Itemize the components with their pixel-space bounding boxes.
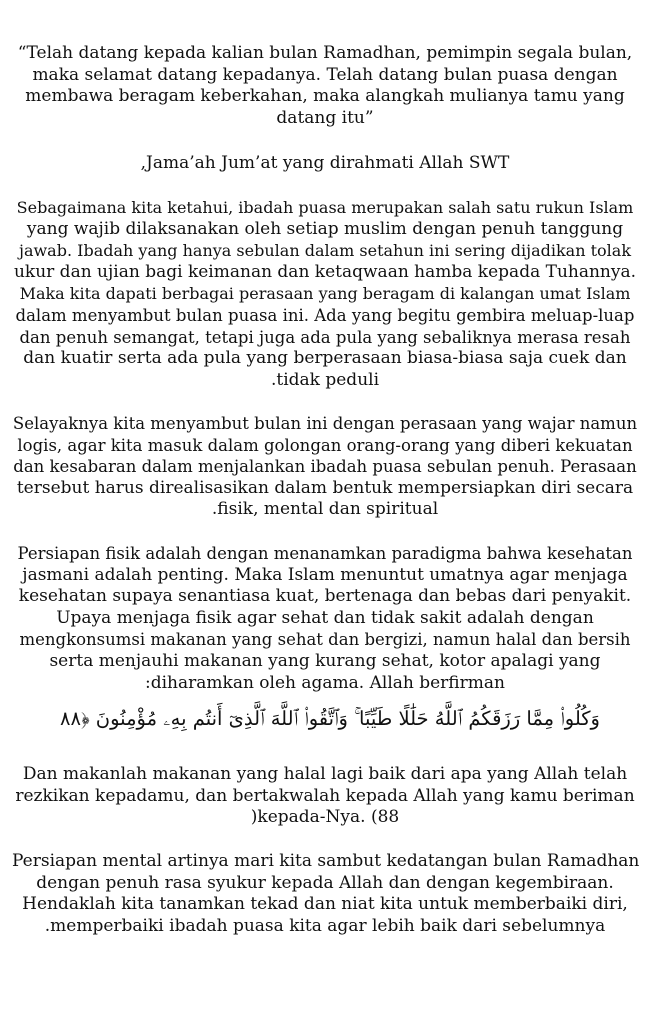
text-line: Selayaknya kita menyambut bulan ini dengan perasaan yang wajar namun	[12, 414, 638, 433]
text-line: tersebut harus direalisasikan dalam bentuk mempersiapkan diri secara	[16, 477, 634, 498]
text-line: membawa beragam keberkahan, maka alangkah mulianya tamu yang	[25, 86, 625, 107]
text-line: Persiapan mental artinya mari kita sambut kedatangan bulan Ramadhan	[12, 851, 640, 871]
text-line: Upaya menjaga fisik agar sehat dan tidak sakit adalah dengan	[56, 607, 594, 628]
text-line: Persiapan fisik adalah dengan menanamkan paradigma bahwa kesehatan	[17, 544, 633, 563]
greeting-paragraph	[12, 153, 638, 175]
text-line: rezkikan kepadamu, dan bertakwalah kepada Allah yang kamu beriman	[15, 785, 635, 806]
text-line: dan kuatir serta ada pula yang berperasaan biasa-biasa saja cuek dan	[23, 348, 627, 369]
quran-verse-arabic: وَكُلُوا۟ مِمَّا رَزَقَكُمُ ٱللَّهُ حَلَٰلًا طَيِّبًا ۚ وَٱتَّقُوا۟ ٱللَّهَ ٱلَّذِىٓ أَنتُم بِهِۦ مُؤْمِنُونَ ﴿٨٨	[60, 707, 600, 730]
text-line: dan kesabaran dalam menjalankan ibadah puasa sebulan penuh. Perasaan	[13, 457, 637, 477]
text-line: maka selamat datang kepadanya. Telah datang bulan puasa dengan	[32, 64, 618, 85]
text-line: “Telah datang kepada kalian bulan Ramadhan, pemimpin segala bulan,	[17, 43, 633, 63]
introduction-paragraph	[12, 197, 638, 391]
text-line: jawab. Ibadah yang hanya sebulan dalam setahun ini sering dijadikan tolak	[18, 241, 632, 261]
verse-translation-paragraph	[12, 764, 638, 829]
text-line: dalam menyambut bulan puasa ini. Ada yang begitu gembira meluap-luap	[15, 305, 635, 325]
physical-preparation-paragraph	[12, 543, 638, 694]
text-line: mengkonsumsi makanan yang sehat dan bergizi, namun halal dan bersih	[19, 630, 631, 650]
text-line: logis, agar kita masuk dalam golongan orang-orang yang diberi kekuatan	[17, 435, 633, 455]
text-line: jasmani adalah penting. Maka Islam menuntut umatnya agar menjaga	[22, 564, 628, 585]
text-line: )kepada-Nya. (88	[250, 807, 400, 828]
text-line: datang itu”	[276, 107, 374, 128]
text-line: .memperbaiki ibadah puasa kita agar lebih baik dari sebelumnya	[44, 915, 606, 936]
text-line: dan penuh semangat, tetapi juga ada pula yang sebaliknya merasa resah	[19, 327, 631, 347]
text-line: Dan makanlah makanan yang halal lagi baik dari apa yang Allah telah	[22, 764, 628, 784]
text-line: Hendaklah kita tanamkan tekad dan niat kita untuk memberbaiki diri,	[22, 894, 628, 915]
text-line: ,Jama’ah Jum’at yang dirahmati Allah SWT	[140, 153, 510, 173]
text-line: :diharamkan oleh agama. Allah berfirman	[145, 672, 505, 693]
text-line: dengan penuh rasa syukur kepada Allah dan dengan kegembiraan.	[36, 872, 614, 893]
attitude-paragraph	[12, 413, 638, 521]
text-line: .tidak peduli	[270, 369, 380, 390]
text-line: Maka kita dapati berbagai perasaan yang beragam di kalangan umat Islam	[19, 284, 631, 304]
text-line: ukur dan ujian bagi keimanan dan ketaqwaan hamba kepada Tuhannya.	[13, 261, 637, 282]
text-line: .fisik, mental dan spiritual	[211, 499, 439, 520]
text-line: serta menjauhi makanan yang kurang sehat, kotor apalagi yang	[49, 650, 601, 671]
mental-preparation-paragraph	[12, 851, 638, 937]
hadith-quote-paragraph	[12, 43, 638, 129]
text-line: Sebagaimana kita ketahui, ibadah puasa merupakan salah satu rukun Islam	[16, 198, 634, 217]
text-line: yang wajib dilaksanakan oleh setiap muslim dengan penuh tanggung	[26, 218, 624, 239]
text-line: kesehatan supaya senantiasa kuat, bertenaga dan bebas dari penyakit.	[18, 586, 632, 607]
